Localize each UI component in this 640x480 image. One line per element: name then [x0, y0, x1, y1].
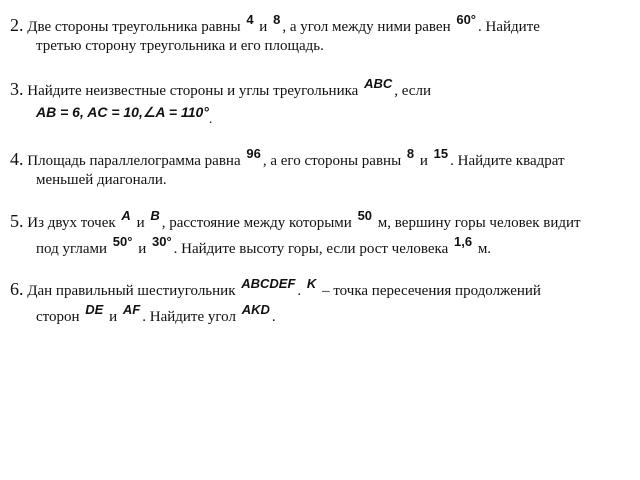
- math-value: 4: [246, 12, 254, 27]
- problem-condition: [10, 103, 630, 127]
- problem-text: и: [138, 241, 147, 257]
- math-value: AKD: [241, 302, 270, 317]
- problem-number: 3.: [10, 79, 24, 99]
- math-value: A: [121, 208, 131, 223]
- problem-text: Из двух точек: [27, 215, 116, 231]
- math-value: 96: [246, 146, 261, 161]
- problem-text: . Найдите: [478, 19, 540, 35]
- problem-text: и: [419, 153, 428, 169]
- math-value: 50: [357, 208, 373, 223]
- problem-text: , а его стороны равны: [262, 153, 402, 169]
- problem-5: [10, 208, 630, 259]
- math-value: K: [306, 276, 317, 291]
- problem-4: [10, 146, 630, 190]
- problem-text-line2: третью сторону треугольника и его площадь.: [36, 38, 324, 54]
- problem-text: и: [109, 309, 118, 325]
- math-value: 15: [433, 146, 449, 161]
- math-value: ABC: [364, 76, 393, 91]
- problem-text: м, вершину горы человек видит: [377, 215, 581, 231]
- problem-text: сторон: [36, 309, 80, 325]
- problem-text: Найдите неизвестные стороны и углы треугольника: [27, 83, 359, 99]
- problem-number: 4.: [10, 149, 24, 169]
- problem-text: . Найдите угол: [142, 309, 236, 325]
- problem-text: под углами: [36, 241, 108, 257]
- problem-text: .: [271, 309, 276, 325]
- math-value: 8: [406, 146, 415, 161]
- problem-text: .: [297, 283, 302, 299]
- math-value: DE: [85, 302, 104, 317]
- problem-text-line2: меньшей диагонали.: [36, 172, 167, 188]
- math-value: 50°: [112, 234, 133, 249]
- math-value: AF: [122, 302, 141, 317]
- math-value: 8: [273, 12, 281, 27]
- condition-dot: .: [208, 112, 213, 127]
- math-value: B: [150, 208, 160, 223]
- problem-2: [10, 12, 630, 56]
- problem-6: [10, 276, 630, 327]
- problem-text: и: [259, 19, 268, 35]
- problem-text: Дан правильный шестиугольник: [27, 283, 236, 299]
- problem-text: Площадь параллелограмма равна: [27, 153, 241, 169]
- problem-text: , а угол между ними равен: [282, 19, 451, 35]
- problem-number: 5.: [10, 211, 24, 231]
- condition-formula: AB = 6, AC = 10,∠A = 110°: [36, 104, 209, 120]
- problem-text-line2: [10, 234, 630, 259]
- problem-text: . Найдите квадрат: [450, 153, 565, 169]
- problem-text: . Найдите высоту горы, если рост человека: [173, 241, 449, 257]
- problem-text: м.: [477, 241, 492, 257]
- problem-3: [10, 76, 630, 127]
- problem-text: , если: [394, 83, 431, 99]
- problem-text: Две стороны треугольника равны: [27, 19, 241, 35]
- math-value: 30°: [151, 234, 172, 249]
- problem-number: 6.: [10, 279, 24, 299]
- problem-text: – точка пересечения продолжений: [322, 283, 541, 299]
- problem-number: 2.: [10, 15, 24, 35]
- problem-text-line2: [10, 302, 630, 327]
- problem-text: и: [136, 215, 145, 231]
- math-value: 1,6: [453, 234, 473, 249]
- problem-text: , расстояние между которыми: [161, 215, 352, 231]
- math-value: 60°: [456, 12, 477, 27]
- math-value: ABCDEF: [241, 276, 296, 291]
